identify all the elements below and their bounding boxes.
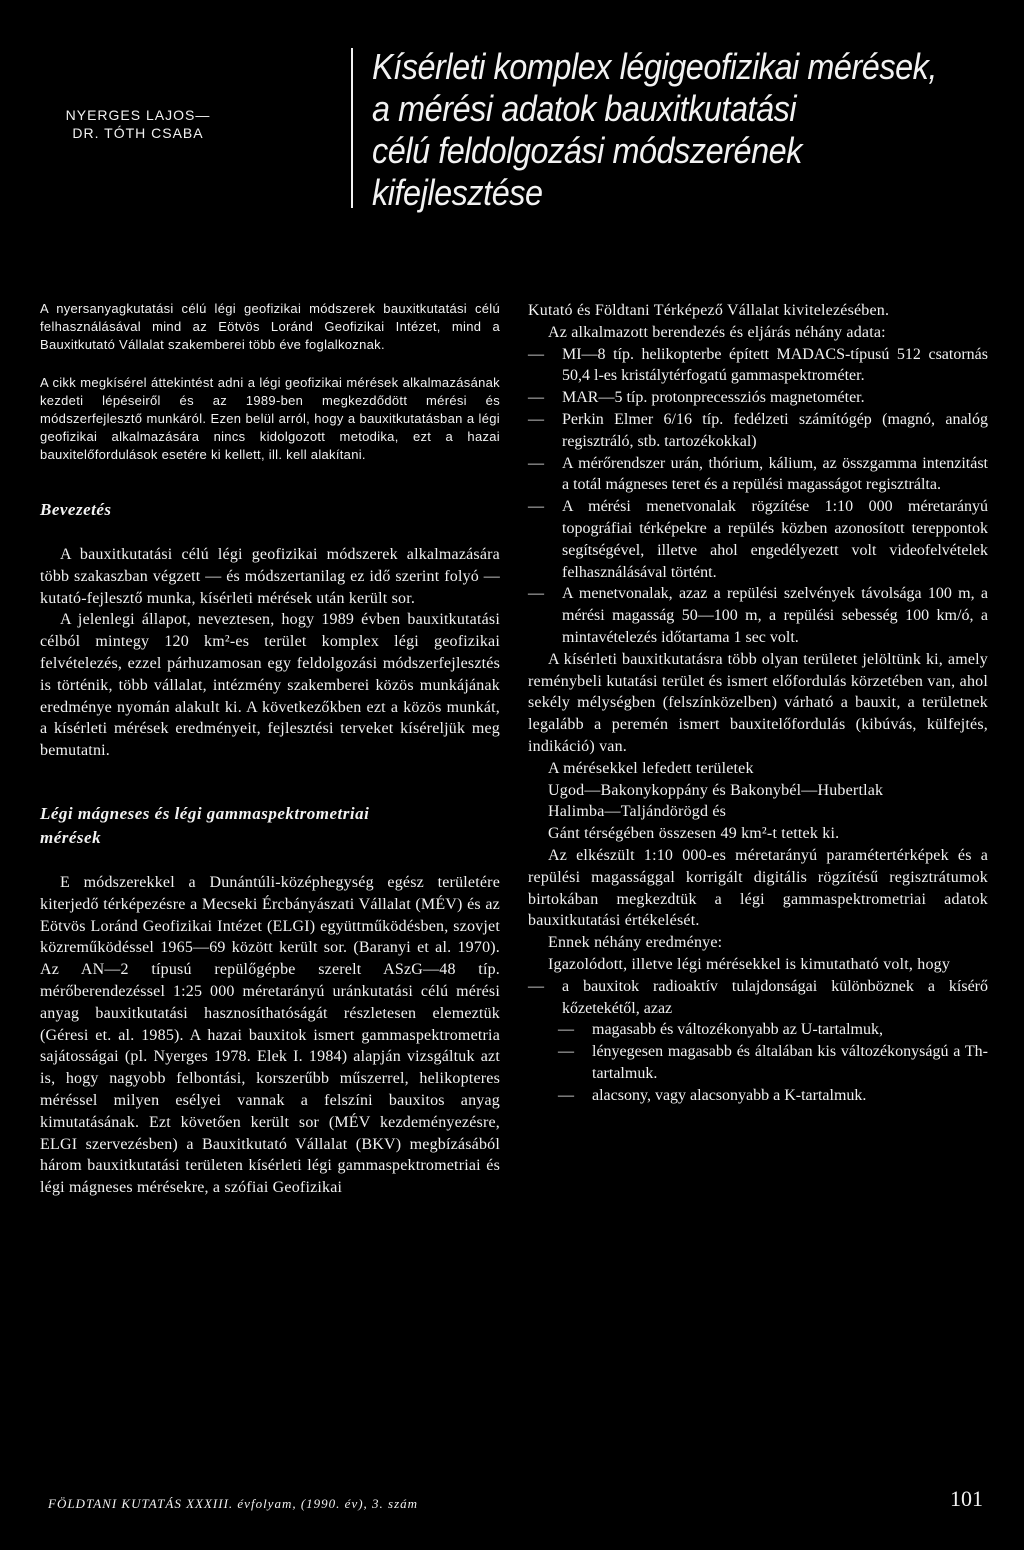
abstract-paragraph: A cikk megkísérel áttekintést adni a légi geofizikai mérések alkalmazásának kezdeti lépéseiről és az 1989-ben megkezdődött mérési és módszerfejlesztő munkáról. Ezen belül arról, hogy a bauxitkutatásban a légi geofizikai alkalmazására nincs kidolgozott metodika, ezt a hazai bauxitelőfordulások esetére ki kellett, ill. kell alakítani. — [40, 375, 500, 462]
right-column — [528, 300, 988, 1106]
title-rule — [351, 48, 353, 208]
title-line-4: kifejlesztése — [372, 172, 543, 213]
equipment-item: — A menetvonalak, azaz a repülési szelvények távolsága 100 m, a mérési magasság 50—100 m, a repülési sebesség 100 km/ó, a mintavételezés időtartama 1 sec volt. — [528, 583, 988, 648]
equipment-item: — MI—8 típ. helikopterbe épített MADACS-típusú 512 csatornás 50,4 l-es kristálytérfogatú gammaspektrométer. — [528, 344, 988, 388]
airborne-measurements-text — [40, 872, 500, 1199]
author-1: NYERGES LAJOS— — [65, 107, 211, 123]
introduction-text — [40, 544, 500, 762]
results-lead: Igazolódott, illetve légi mérésekkel is kimutatható volt, hogy — [548, 955, 951, 973]
author-2: DR. TÓTH CSABA — [72, 125, 204, 141]
results-subitem: — alacsony, vagy alacsonyabb a K-tartalmuk. — [528, 1085, 988, 1107]
section-heading-introduction: Bevezetés — [40, 500, 112, 519]
journal-footer: FÖLDTANI KUTATÁS XXXIII. évfolyam, (1990. év), 3. szám — [48, 1496, 419, 1511]
areas-intro: A mérésekkel lefedett területek — [548, 759, 754, 777]
section-heading-airborne-measurements — [40, 802, 500, 850]
heading-line-1: Légi mágneses és légi gammaspektrometriai — [40, 803, 370, 823]
results-item: — a bauxitok radioaktív tulajdonságai különböznek a kísérő kőzetekétől, azaz — [528, 976, 988, 1020]
body-paragraph: A jelenlegi állapot, neveztesen, hogy 1989 évben bauxitkutatási célból mintegy 120 km²-es terület komplex légi geofizikai felvételezés, ezzel párhuzamosan egy feldolgozási módszerfejlesztés is történik, több vállalat, intézmény szakemberei közös munkájának eredménye nyomán alakult ki. A következőkben ezt a közös munkát, a kísérleti mérések eredményeit, fejlesztési terveket kíséreljük meg bemutatni. — [40, 611, 500, 760]
authors — [48, 106, 228, 142]
equipment-item: — Perkin Elmer 6/16 típ. fedélzeti számítógép (magnó, analóg regisztráló, stb. tartozékokkal) — [528, 409, 988, 453]
area-item: Gánt térségében összesen 49 km²-t tettek ki. — [548, 825, 840, 843]
area-item: Halimba—Taljándörögd és — [548, 803, 727, 821]
results-subitem: — magasabb és változékonyabb az U-tartalmuk, — [528, 1019, 988, 1041]
body-paragraph: E módszerekkel a Dunántúli-középhegység egész területére kiterjedő térképezésre a Mecseki Ércbányászati Vállalat (MÉV) és az Eötvös Loránd Geofizikai Intézet (ELGI) együttműködésben, szovjet közreműködéssel 1965—69 között került sor. (Baranyi et al. 1970). Az AN—2 típusú repülőgépbe szerelt ASzG—48 típ. mérőberendezéssel 1:25 000 méretarányú uránkutatási célú mérési anyag bauxitkutatási hasznosíthatóságát részletesen elemeztük (Géresi et. al. 1985). A hazai bauxitok ismert gammaspektrometria sajátosságai (pl. Nyerges 1978. Elek I. 1984) alapján vizsgáltuk azt is, hogy nagyobb felbontási, korszerűbb műszerrel, helikopteres méréssel milyen esélyei vannak a felszíni bauxitos anyag kimutatásának. Ezt követően került sor (MÉV kezdeményezésre, ELGI szervezésben) a Bauxitkutató Vállalat (BKV) megbízásából három bauxitkutatási területen kísérleti légi gammaspektrometriai és légi mágneses mérésekre, a szófiai Geofizikai — [40, 873, 500, 1197]
results-intro: Ennek néhány eredménye: — [548, 934, 723, 952]
article-title — [372, 46, 948, 214]
heading-line-2: mérések — [40, 827, 102, 847]
abstract — [40, 300, 500, 464]
equipment-item: — A mérőrendszer urán, thórium, kálium, az összgamma intenzitást a totál mágneses teret és a repülési magasságot regisztrálta. — [528, 453, 988, 497]
body-paragraph: Az elkészült 1:10 000-es méretarányú paramétertérképek és a repülési magassággal korrigált digitális rögzítésű regisztrátumok birtokában megkezdtük a légi gammaspektrometriai adatok bauxitkutatási értékelését. — [528, 846, 988, 930]
title-line-3: célú feldolgozási módszerének — [372, 130, 803, 171]
equipment-intro: Az alkalmazott berendezés és eljárás néhány adata: — [548, 323, 886, 341]
area-item: Ugod—Bakonykoppány és Bakonybél—Hubertlak — [548, 781, 884, 799]
abstract-paragraph: A nyersanyagkutatási célú légi geofizikai módszerek bauxitkutatási célú felhasználásával mind az Eötvös Loránd Geofizikai Intézet, mind a Bauxitkutató Vállalat szakemberei több éve foglalkoznak. — [40, 301, 500, 352]
equipment-item: — A mérési menetvonalak rögzítése 1:10 000 méretarányú topográfiai térképekre a repülés közben azonosított tereppontok segítségével, illetve ahol engedélyezett volt videofelvételek felhasználásával történt. — [528, 496, 988, 583]
left-column — [40, 300, 500, 1199]
body-paragraph: A bauxitkutatási célú légi geofizikai módszerek alkalmazására több szakaszban végzett — és módszertanilag ez idő szerint folyó — kutató-fejlesztő munka, kísérleti mérések után került sor. — [40, 546, 500, 607]
title-line-1: Kísérleti komplex légigeofizikai mérések, — [372, 46, 937, 87]
page-number: 101 — [950, 1486, 983, 1511]
body-paragraph: A kísérleti bauxitkutatásra több olyan területet jelöltünk ki, amely reménybeli kutatási terület és ismert előfordulás körzetében van, ahol sekély mélységben (felszínközelben) várható a bauxit, a területnek legalább a peremén ismert bauxitelőfordulás (kibúvás, külfejtés, indikáció) van. — [528, 650, 988, 755]
continued-paragraph: Kutató és Földtani Térképező Vállalat kivitelezésében. — [528, 302, 890, 319]
equipment-item: — MAR—5 típ. protonprecessziós magnetométer. — [528, 387, 988, 409]
title-line-2: a mérési adatok bauxitkutatási — [372, 88, 797, 129]
results-subitem: — lényegesen magasabb és általában kis változékonyságú a Th-tartalmuk. — [528, 1041, 988, 1085]
